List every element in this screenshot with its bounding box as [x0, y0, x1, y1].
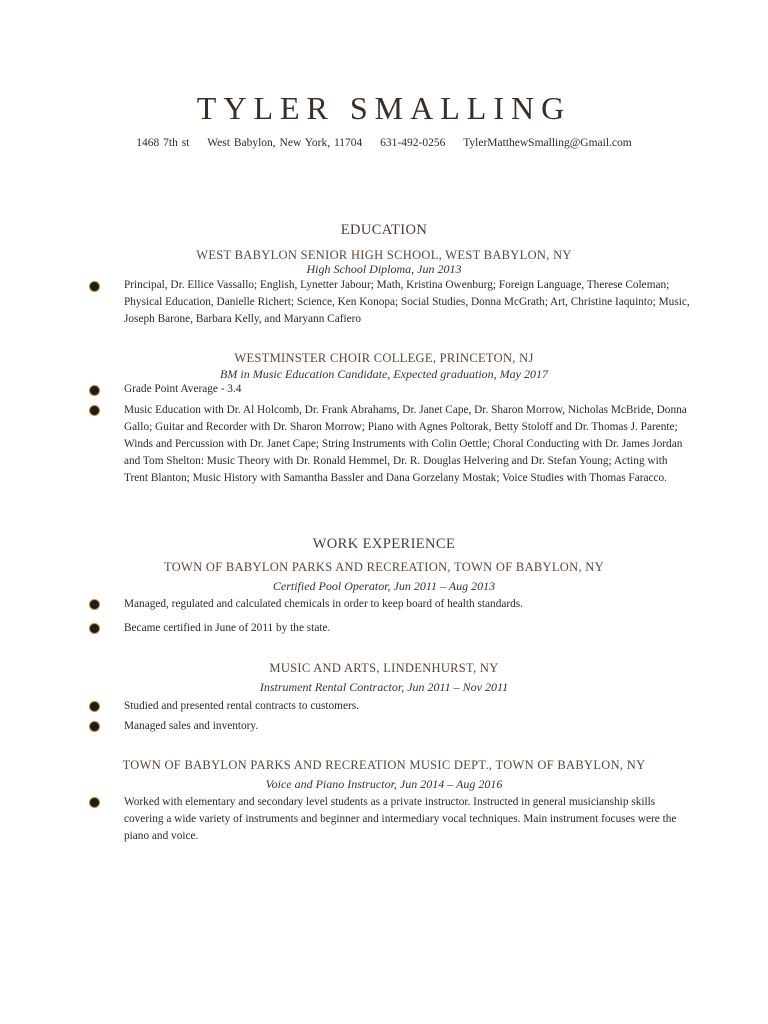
- job-organization: MUSIC AND ARTS, LINDENHURST, NY: [269, 661, 499, 675]
- list-item: Grade Point Average - 3.4: [124, 383, 242, 395]
- list-item: Worked with elementary and secondary level students as a private instructor. Instructed in general musicianship skills covering a wide variety of instruments and beginner and intermediary vocal techniques. Main instrument focuses were the piano and voice.: [124, 796, 677, 842]
- bullet-icon: [90, 282, 99, 291]
- job-title: Instrument Rental Contractor, Jun 2011 – Nov 2011: [259, 680, 509, 694]
- job-organization: TOWN OF BABYLON PARKS AND RECREATION, TOWN OF BABYLON, NY: [164, 560, 604, 574]
- contact-city: West Babylon, New York, 11704: [207, 137, 363, 149]
- bullet-icon: [90, 406, 99, 415]
- section-heading-education: EDUCATION: [340, 222, 428, 238]
- job-title: Voice and Piano Instructor, Jun 2014 – Aug 2016: [265, 777, 503, 791]
- bullet-icon: [90, 798, 99, 807]
- list-item: Studied and presented rental contracts to customers.: [124, 700, 359, 712]
- bullet-icon: [90, 624, 99, 633]
- bullet-icon: [90, 386, 99, 395]
- contact-email: TylerMatthewSmalling@Gmail.com: [463, 137, 632, 149]
- school-name: WEST BABYLON SENIOR HIGH SCHOOL, WEST BABYLON, NY: [196, 248, 572, 262]
- bullet-icon: [90, 702, 99, 711]
- list-item: Managed, regulated and calculated chemicals in order to keep board of health standards.: [124, 598, 523, 610]
- school-degree: High School Diploma, Jun 2013: [306, 262, 462, 276]
- list-item: Became certified in June of 2011 by the state.: [124, 622, 331, 634]
- list-item: Music Education with Dr. Al Holcomb, Dr. Frank Abrahams, Dr. Janet Cape, Dr. Sharon Morrow, Nicholas McBride, Donna Gallo; Guitar and Recorder with Dr. Sharon Morrow; Piano with Agnes Poltorak, Betty Stoloff and Dr. Thomas J. Parente; Winds and Percussion with Dr. Janet Cape; String Instruments with Colin Oettle; Choral Conducting with Dr. James Jordan and Tom Shelton: Music Theory with Dr. Ronald Hemmel, Dr. R. Douglas Helvering and Dr. Stefan Young; Acting with Trent Blanton; Music History with Samantha Bassler and Dana Gorzelany Mostak; Voice Studies with Thomas Faracco.: [124, 404, 687, 484]
- job-organization: TOWN OF BABYLON PARKS AND RECREATION MUSIC DEPT., TOWN OF BABYLON, NY: [122, 758, 646, 772]
- section-heading-work: WORK EXPERIENCE: [312, 536, 456, 552]
- bullet-icon: [90, 600, 99, 609]
- contact-line: [0, 137, 768, 149]
- school-degree: BM in Music Education Candidate, Expected graduation, May 2017: [220, 367, 548, 381]
- list-item: Principal, Dr. Ellice Vassallo; English, Lynetter Jabour; Math, Kristina Owenburg; Foreign Language, Therese Coleman; Physical Education, Danielle Richert; Science, Ken Konopa; Social Studies, Donna McGrath; Art, Christine Iaquinto; Music, Joseph Barone, Barbara Kelly, and Maryann Cafiero: [124, 279, 690, 325]
- bullet-icon: [90, 722, 99, 731]
- list-item: Managed sales and inventory.: [124, 720, 259, 732]
- job-title: Certified Pool Operator, Jun 2011 – Aug 2013: [272, 579, 496, 593]
- contact-phone: 631-492-0256: [380, 137, 446, 149]
- school-name: WESTMINSTER CHOIR COLLEGE, PRINCETON, NJ: [234, 351, 534, 365]
- resume-name: TYLER SMALLING: [196, 90, 572, 126]
- contact-address: 1468 7th st: [136, 137, 190, 149]
